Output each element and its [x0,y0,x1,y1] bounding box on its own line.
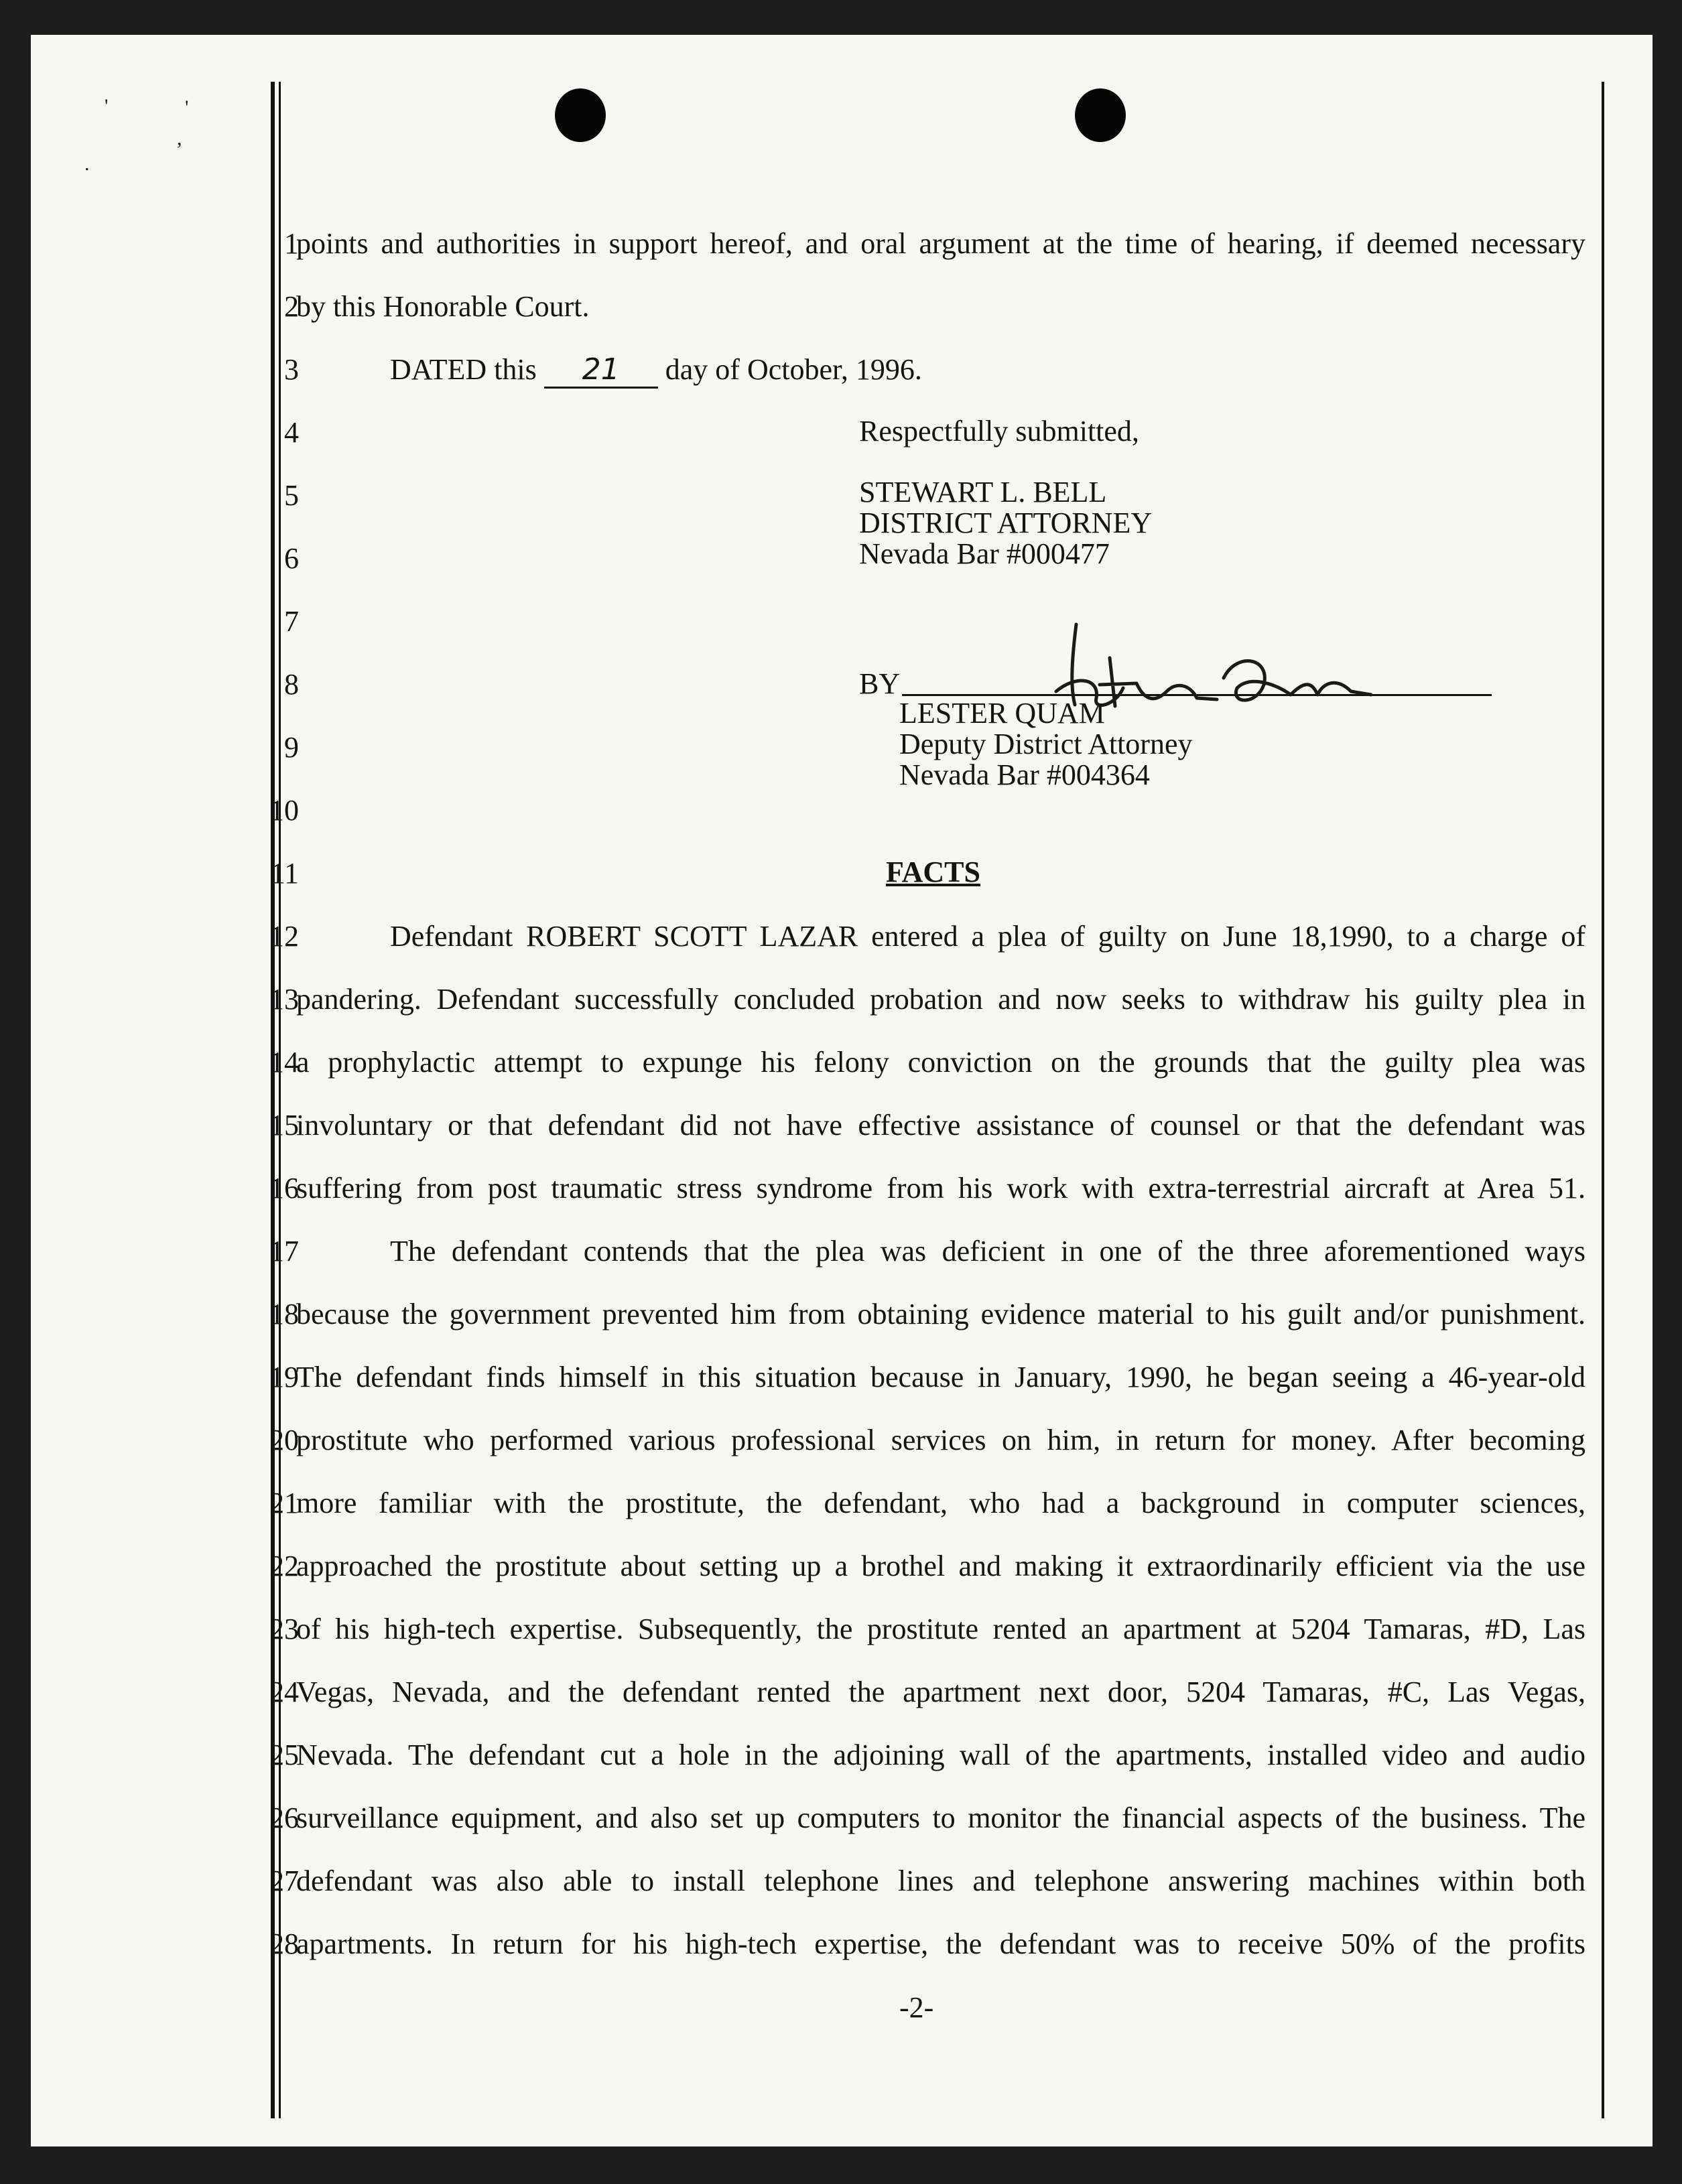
facts-line-12: Defendant ROBERT SCOTT LAZAR entered a plea of guilty on June 18,1990, to a charge of [390,920,1586,953]
line-number-16: 16 [269,1172,299,1205]
scan-speck: ' [105,95,109,117]
da-name: STEWART L. BELL [859,476,1107,508]
dated-day: 21 [582,352,620,387]
dated-suffix: day of October, 1996. [665,353,922,386]
scan-speck: , [177,127,182,149]
body-line-1: points and authorities in support hereof, and oral argument at the time of hearing, if deemed necessary [296,227,1586,260]
da-title: DISTRICT ATTORNEY [859,506,1153,539]
signer-name: LESTER QUAM [899,697,1105,730]
line-number-6: 6 [284,542,299,575]
da-bar-number: Nevada Bar #000477 [859,537,1110,570]
line-number-17: 17 [269,1235,299,1268]
line-number-11: 11 [270,857,299,890]
signer-bar-number: Nevada Bar #004364 [899,758,1150,791]
dated-day-blank [544,353,658,389]
by-label: BY [859,667,901,700]
right-margin-rule [1602,82,1604,2118]
facts-heading: FACTS [886,856,980,888]
facts-line-16: suffering from post traumatic stress syndrome from his work with extra-terrestrial aircraft at Area 51. [296,1172,1586,1205]
line-number-13: 13 [269,983,299,1016]
line-number-12: 12 [269,920,299,953]
line-number-5: 5 [284,479,299,512]
facts-line-26: surveillance equipment, and also set up computers to monitor the financial aspects of the business. The [296,1801,1586,1834]
line-number-27: 27 [269,1864,299,1897]
page-number: -2- [899,1991,934,2024]
facts-line-23: of his high-tech expertise. Subsequently, the prostitute rented an apartment at 5204 Tamaras, #D, Las [296,1613,1586,1645]
line-number-10: 10 [269,794,299,827]
closing-text: Respectfully submitted, [859,415,1139,448]
punch-hole-right [1075,88,1126,142]
dated-line [390,353,922,389]
line-number-20: 20 [269,1424,299,1456]
facts-line-13: pandering. Defendant successfully concluded probation and now seeks to withdraw his guilty plea in [296,983,1586,1016]
facts-line-18: because the government prevented him from obtaining evidence material to his guilt and/or punishment. [296,1298,1586,1330]
signer-title: Deputy District Attorney [899,728,1193,760]
line-number-22: 22 [269,1550,299,1582]
facts-line-20: prostitute who performed various professional services on him, in return for money. After becoming [296,1424,1586,1456]
line-number-25: 25 [269,1738,299,1771]
line-number-8: 8 [284,668,299,701]
facts-line-25: Nevada. The defendant cut a hole in the adjoining wall of the apartments, installed video and audio [296,1738,1586,1771]
line-number-4: 4 [284,416,299,449]
facts-line-27: defendant was also able to install telephone lines and telephone answering machines within both [296,1864,1586,1897]
facts-line-22: approached the prostitute about setting up a brothel and making it extraordinarily efficient via the use [296,1550,1586,1582]
line-number-23: 23 [269,1613,299,1645]
scan-speck: . [84,153,90,175]
line-number-9: 9 [284,731,299,764]
facts-line-17: The defendant contends that the plea was deficient in one of the three aforementioned ways [390,1235,1586,1268]
line-number-26: 26 [269,1801,299,1834]
facts-line-15: involuntary or that defendant did not have effective assistance of counsel or that the defendant was [296,1109,1586,1142]
facts-line-14: a prophylactic attempt to expunge his felony conviction on the grounds that the guilty plea was [296,1046,1586,1079]
document-page [31,35,1653,2146]
dated-prefix: DATED this [390,353,537,386]
body-line-2: by this Honorable Court. [296,290,590,323]
line-number-1: 1 [284,227,299,260]
facts-line-19: The defendant finds himself in this situation because in January, 1990, he began seeing a 46-year-old [296,1361,1586,1393]
scan-speck: ' [185,96,189,119]
line-number-3: 3 [284,353,299,386]
line-number-19: 19 [269,1361,299,1393]
line-number-18: 18 [269,1298,299,1330]
line-number-15: 15 [269,1109,299,1142]
line-number-2: 2 [284,290,299,323]
line-number-24: 24 [269,1676,299,1708]
line-number-14: 14 [269,1046,299,1079]
punch-hole-left [555,88,606,142]
line-number-7: 7 [284,605,299,638]
line-number-21: 21 [269,1487,299,1519]
facts-line-24: Vegas, Nevada, and the defendant rented the apartment next door, 5204 Tamaras, #C, Las Vegas, [296,1676,1586,1708]
facts-line-21: more familiar with the prostitute, the defendant, who had a background in computer sciences, [296,1487,1586,1519]
line-number-28: 28 [269,1927,299,1960]
facts-line-28: apartments. In return for his high-tech expertise, the defendant was to receive 50% of the profits [296,1927,1586,1960]
